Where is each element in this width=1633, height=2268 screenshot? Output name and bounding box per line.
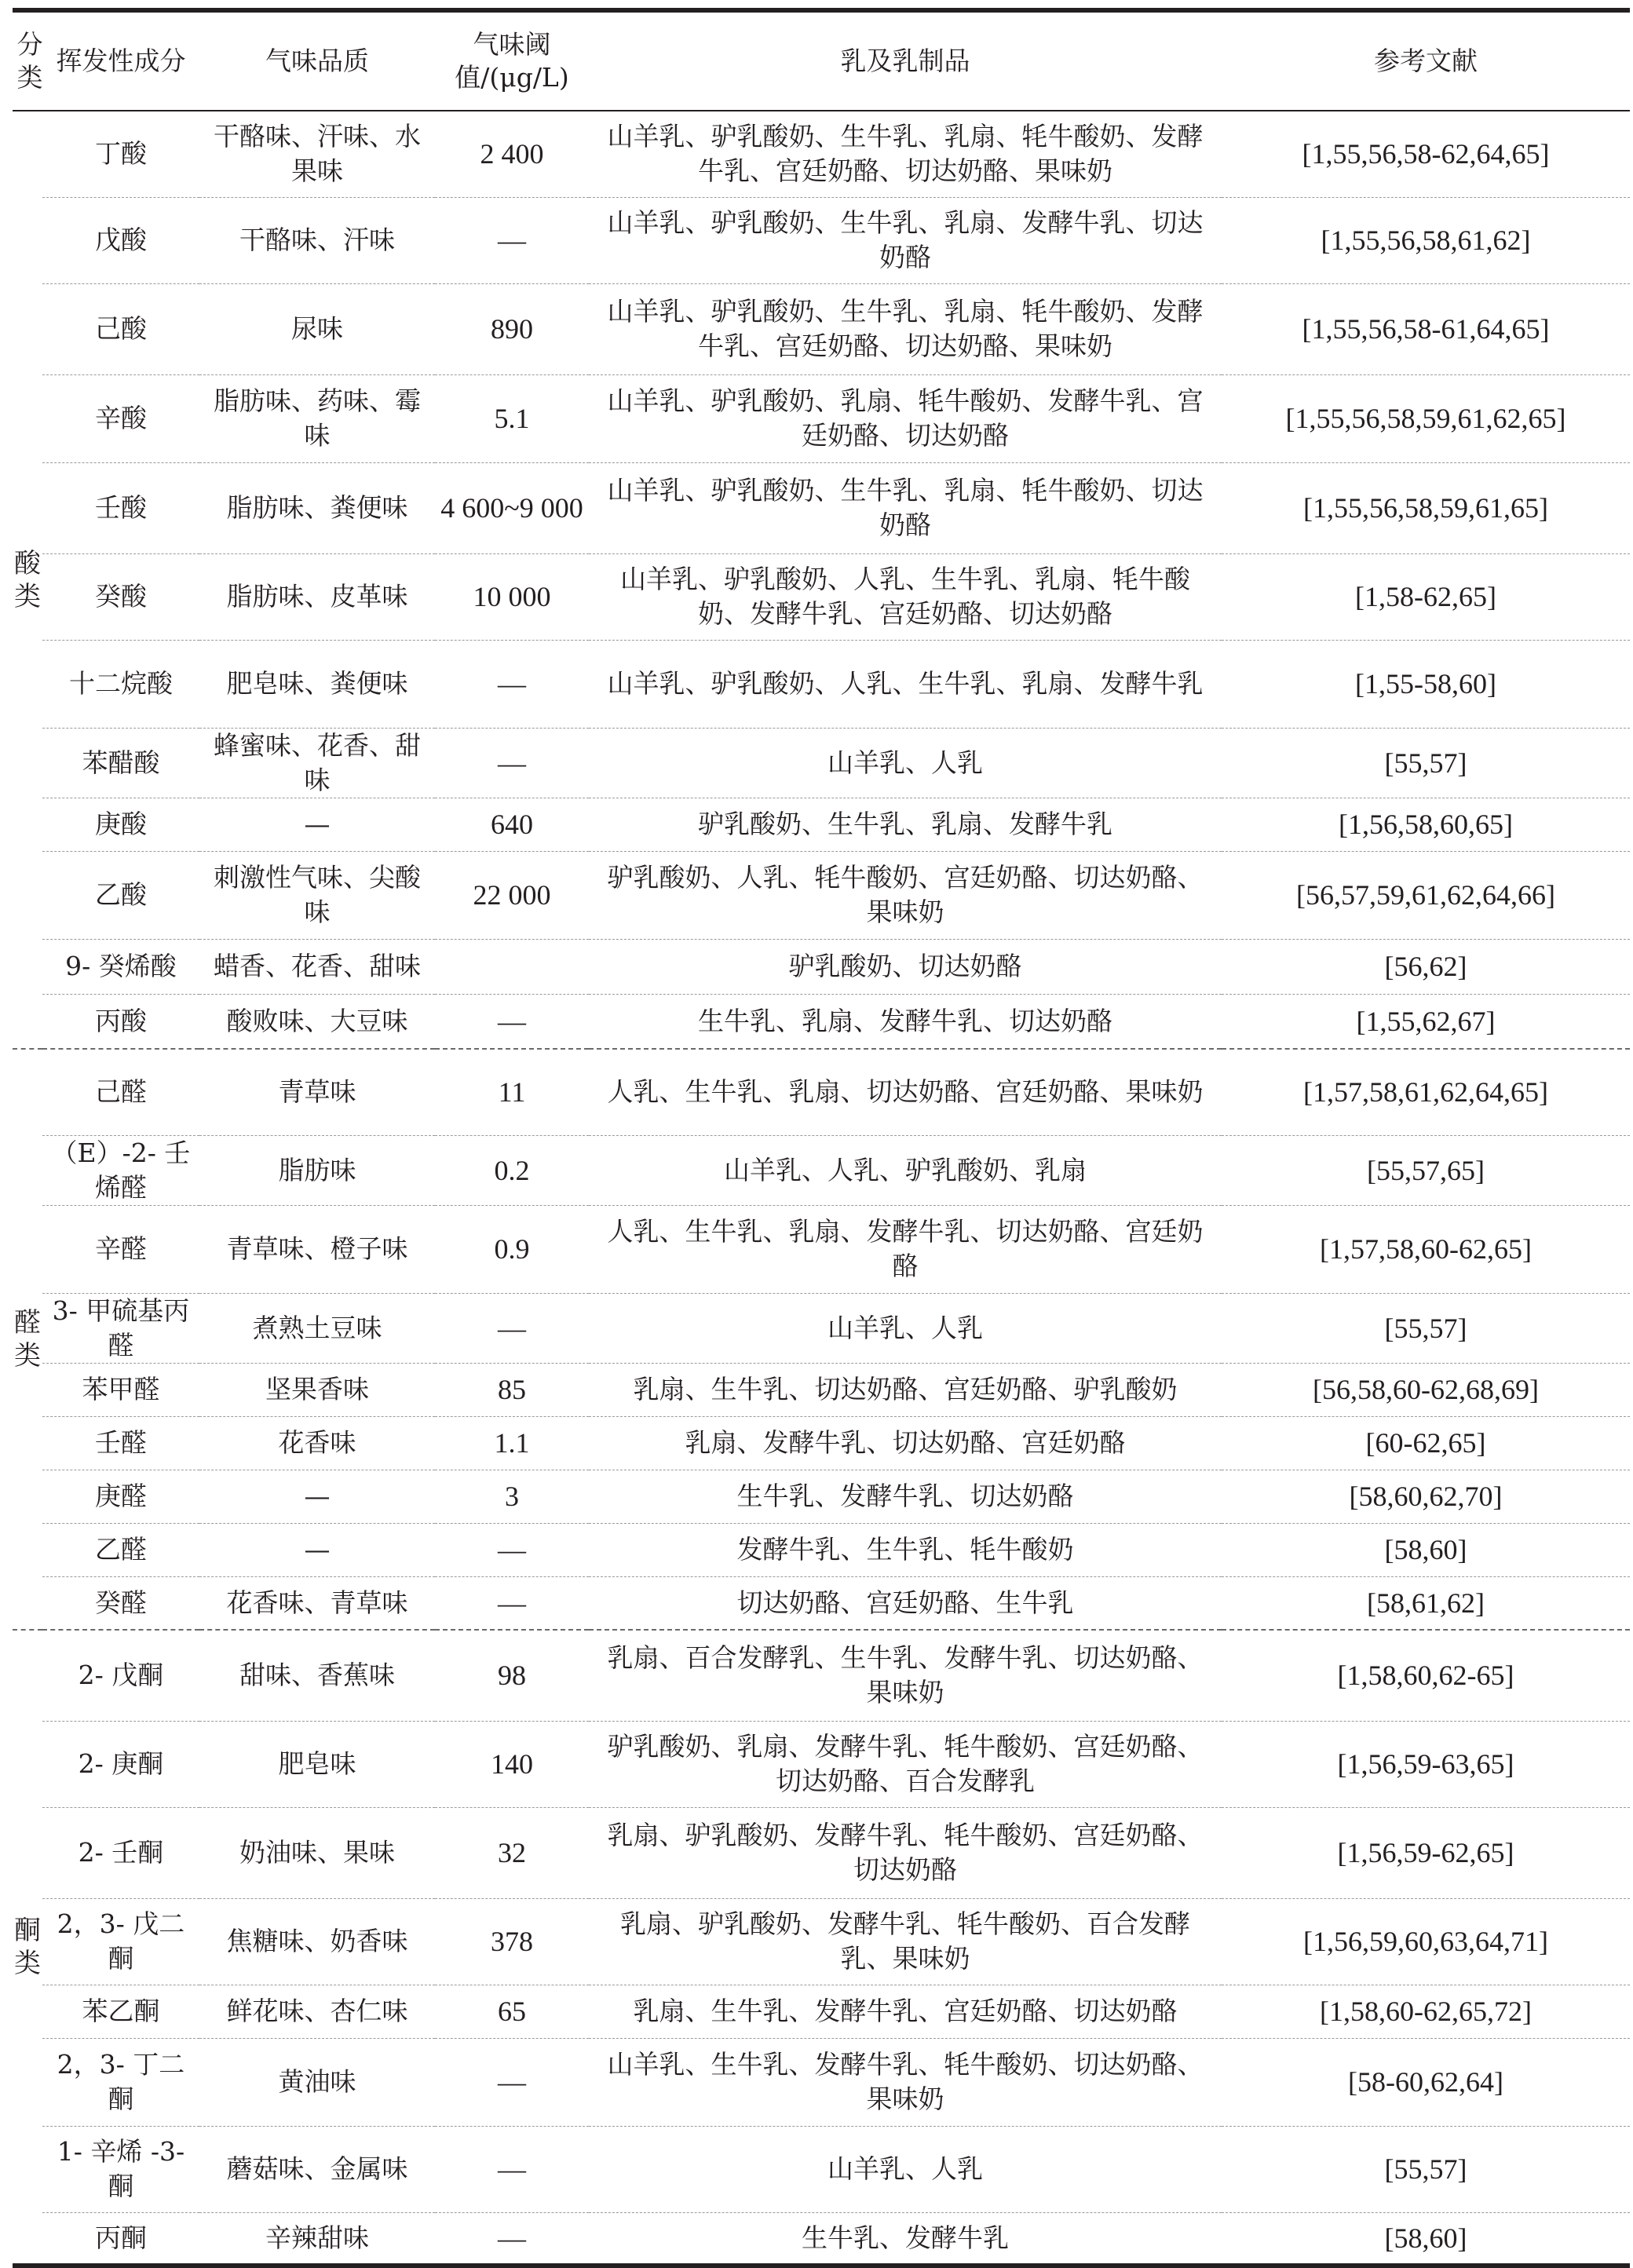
threshold-cell: — [498,1312,526,1344]
table-row [13,1630,1630,1721]
quality-cell: 尿味 [291,313,343,344]
compound-cell: 乙酸 [95,879,147,910]
category-cell [13,1630,42,2266]
quality-cell: — [304,1534,331,1565]
refs-cell: [1,55-58,60] [1355,668,1496,699]
products-cell: 山羊乳、驴乳酸奶、生牛乳、乳扇、牦牛酸奶、发酵牛乳、宫廷奶酪、切达奶酪、果味奶 [607,121,1204,187]
compound-cell: 己醛 [95,1076,147,1108]
threshold-cell: 11 [498,1076,526,1108]
products-cell: 生牛乳、乳扇、发酵牛乳、切达奶酪 [698,1005,1112,1036]
threshold-cell: 32 [498,1837,526,1868]
quality-cell: 脂肪味 [278,1154,356,1185]
table-row [13,1135,1630,1205]
products-cell: 山羊乳、人乳 [827,1312,983,1343]
refs-cell: [58-60,62,64] [1348,2066,1503,2098]
compound-cell: 己酸 [95,313,147,344]
quality-cell: 辛辣甜味 [265,2222,369,2253]
threshold-cell: 0.2 [494,1154,530,1186]
threshold-cell: 10 000 [473,581,551,612]
table-row [13,462,1630,553]
compound-cell: 2- 庚酮 [78,1748,164,1779]
refs-cell: [1,55,56,58-61,64,65] [1302,313,1550,345]
category-cell [13,111,42,1049]
compound-cell: 壬酸 [95,492,147,523]
table-row [13,1576,1630,1630]
refs-cell: [55,57] [1384,1312,1467,1344]
products-cell: 山羊乳、驴乳酸奶、乳扇、牦牛酸奶、发酵牛乳、宫廷奶酪、切达奶酪 [607,385,1204,451]
compound-cell: 庚醛 [95,1481,147,1511]
table-row [13,1205,1630,1293]
table-row [13,2212,1630,2266]
compound-cell: 丙酮 [95,2222,147,2253]
table-row [13,939,1630,994]
compound-cell: 辛酸 [95,403,147,433]
threshold-cell: 640 [491,809,533,840]
category-label: 酮类 [14,1915,41,1979]
threshold-cell: 3 [505,1481,519,1512]
quality-cell: 蘑菇味、金属味 [226,2153,408,2184]
quality-cell: 蜡香、花香、甜味 [214,951,421,981]
products-cell: 乳扇、生牛乳、切达奶酪、宫廷奶酪、驴乳酸奶 [633,1374,1178,1404]
threshold-cell: 378 [491,1926,533,1957]
threshold-cell: — [498,225,526,256]
quality-cell: 花香味 [278,1427,356,1458]
compound-cell: 壬醛 [95,1427,147,1458]
products-cell: 驴乳酸奶、人乳、牦牛酸奶、宫廷奶酪、切达奶酪、果味奶 [607,862,1204,927]
quality-cell: — [304,809,331,839]
products-cell: 生牛乳、发酵牛乳、切达奶酪 [736,1481,1074,1511]
quality-cell: 青草味 [278,1076,356,1108]
threshold-cell: 140 [491,1748,533,1780]
refs-cell: [1,55,56,58,59,61,62,65] [1285,403,1566,434]
products-cell: 乳扇、发酵牛乳、切达奶酪、宫廷奶酪 [685,1427,1126,1458]
threshold-cell: 890 [491,313,533,345]
table-row [13,851,1630,939]
refs-cell: [56,58,60-62,68,69] [1313,1374,1539,1405]
compound-cell: 9- 癸烯酸 [65,951,177,981]
refs-cell: [1,58,60,62-65] [1337,1660,1514,1692]
threshold-cell: — [498,2066,526,2098]
products-cell: 驴乳酸奶、乳扇、发酵牛乳、牦牛酸奶、宫廷奶酪、切达奶酪、百合发酵乳 [607,1731,1204,1796]
products-cell: 乳扇、生牛乳、发酵牛乳、宫廷奶酪、切达奶酪 [633,1996,1178,2026]
table-row [13,1049,1630,1135]
compound-cell: 辛醛 [95,1233,147,1264]
threshold-cell: — [498,747,526,779]
products-cell: 山羊乳、驴乳酸奶、生牛乳、乳扇、牦牛酸奶、切达奶酪 [607,475,1204,540]
header-row [13,10,1630,111]
products-cell: 乳扇、驴乳酸奶、发酵牛乳、牦牛酸奶、百合发酵乳、果味奶 [620,1908,1190,1974]
compound-cell: 癸醛 [95,1587,147,1618]
compound-cell: 3- 甲硫基丙醛 [52,1295,190,1360]
refs-cell: [58,60] [1384,1534,1467,1565]
products-cell: 山羊乳、驴乳酸奶、生牛乳、乳扇、发酵牛乳、切达奶酪 [607,207,1204,272]
refs-cell: [55,57,65] [1367,1154,1485,1186]
compound-cell: 苯甲醛 [82,1374,160,1404]
table-row [13,283,1630,374]
products-cell: 人乳、生牛乳、乳扇、切达奶酪、宫廷奶酪、果味奶 [607,1076,1204,1108]
products-cell: 乳扇、百合发酵乳、生牛乳、发酵牛乳、切达奶酪、果味奶 [607,1642,1204,1708]
threshold-cell: 22 000 [473,879,551,911]
products-cell: 乳扇、驴乳酸奶、发酵牛乳、牦牛酸奶、宫廷奶酪、切达奶酪 [607,1820,1204,1885]
quality-cell: — [304,1481,331,1511]
volatile-compounds-table [13,8,1630,2268]
refs-cell: [55,57] [1384,2153,1467,2185]
threshold-cell: 65 [498,1996,526,2027]
table-row [13,1416,1630,1470]
table-row [13,994,1630,1049]
quality-cell: 肥皂味 [278,1748,356,1779]
threshold-cell: 5.1 [494,403,530,434]
products-cell: 山羊乳、驴乳酸奶、生牛乳、乳扇、牦牛酸奶、发酵牛乳、宫廷奶酪、切达奶酪、果味奶 [607,296,1204,361]
threshold-cell: 98 [498,1660,526,1692]
products-cell: 发酵牛乳、生牛乳、牦牛酸奶 [736,1534,1074,1565]
compound-cell: 乙醛 [95,1534,147,1565]
quality-cell: 脂肪味、药味、霉味 [214,385,421,451]
quality-cell: 蜂蜜味、花香、甜味 [214,729,421,795]
header-refs: 参考文献 [1374,46,1478,76]
quality-cell: 脂肪味、粪便味 [226,492,408,523]
products-cell: 山羊乳、驴乳酸奶、人乳、生牛乳、乳扇、发酵牛乳 [607,668,1204,699]
refs-cell: [1,56,58,60,65] [1339,809,1513,840]
header-compound: 挥发性成分 [56,46,186,76]
threshold-cell [435,939,589,994]
refs-cell: [1,56,59,60,63,64,71] [1303,1926,1548,1957]
refs-cell: [1,58-62,65] [1355,581,1496,612]
quality-cell: 煮熟土豆味 [252,1312,382,1343]
quality-cell: 花香味、青草味 [226,1587,408,1618]
refs-cell: [60-62,65] [1365,1427,1486,1459]
header-quality: 气味品质 [265,46,369,76]
quality-cell: 肥皂味、粪便味 [226,668,408,699]
quality-cell: 黄油味 [278,2066,356,2097]
refs-cell: [58,60,62,70] [1349,1481,1503,1512]
threshold-cell: — [498,2222,526,2254]
threshold-cell: — [498,1005,526,1037]
table-row [13,197,1630,283]
compound-cell: 2，3- 丁二酮 [57,2049,185,2114]
header-threshold: 气味阈值/(μg/L) [455,29,569,93]
threshold-cell: — [498,1534,526,1565]
compound-cell: 1- 辛烯 -3- 酮 [57,2136,185,2201]
refs-cell: [56,57,59,61,62,64,66] [1296,879,1555,911]
table-row [13,728,1630,798]
compound-cell: 戊酸 [95,225,147,255]
quality-cell: 青草味、橙子味 [226,1233,408,1264]
products-cell: 生牛乳、发酵牛乳 [802,2222,1009,2253]
threshold-cell: 4 600~9 000 [440,492,583,524]
compound-cell: 苯醋酸 [82,747,160,778]
table-row [13,2126,1630,2212]
table-row [13,640,1630,728]
table-row [13,553,1630,640]
compound-cell: 庚酸 [95,809,147,839]
compound-cell: 癸酸 [95,581,147,612]
quality-cell: 甜味、香蕉味 [239,1660,395,1691]
refs-cell: [1,57,58,60-62,65] [1320,1233,1532,1265]
table-row [13,1293,1630,1363]
table-row [13,1721,1630,1807]
refs-cell: [55,57] [1384,747,1467,779]
table-row [13,798,1630,851]
header-products: 乳及乳制品 [840,46,970,76]
refs-cell: [1,55,56,58-62,64,65] [1302,138,1550,170]
table-row [13,1470,1630,1523]
refs-cell: [1,58,60-62,65,72] [1320,1996,1532,2027]
threshold-cell: — [498,2153,526,2185]
table-row [13,374,1630,462]
quality-cell: 刺激性气味、尖酸味 [214,862,421,927]
products-cell: 山羊乳、驴乳酸奶、人乳、生牛乳、乳扇、牦牛酸奶、发酵牛乳、宫廷奶酪、切达奶酪 [620,564,1190,629]
table-row [13,1363,1630,1416]
products-cell: 驴乳酸奶、生牛乳、乳扇、发酵牛乳 [698,809,1112,839]
table-row [13,1898,1630,1985]
refs-cell: [1,55,56,58,59,61,65] [1303,492,1548,524]
compound-cell: 丁酸 [95,138,147,170]
category-label: 醛类 [14,1307,41,1371]
header-category: 分类 [16,29,43,93]
refs-cell: [1,56,59-63,65] [1337,1748,1514,1780]
compound-cell: （E）-2- 壬烯醛 [51,1137,191,1203]
compound-cell: 2- 戊酮 [78,1660,164,1691]
compound-cell: 十二烷酸 [69,668,173,699]
refs-cell: [1,55,56,58,61,62] [1321,225,1531,256]
compound-cell: 丙酸 [95,1005,147,1036]
quality-cell: 奶油味、果味 [239,1837,395,1868]
table-row [13,2038,1630,2126]
quality-cell: 酸败味、大豆味 [226,1005,408,1036]
refs-cell: [58,61,62] [1367,1587,1485,1619]
quality-cell: 焦糖味、奶香味 [226,1926,408,1956]
quality-cell: 干酪味、汗味 [239,225,395,255]
quality-cell: 干酪味、汗味、水果味 [214,121,421,187]
refs-cell: [1,56,59-62,65] [1337,1837,1514,1868]
quality-cell: 鲜花味、杏仁味 [226,1996,408,2026]
refs-cell: [56,62] [1384,951,1467,982]
threshold-cell: — [498,668,526,699]
category-cell [13,1049,42,1630]
products-cell: 山羊乳、人乳 [827,2153,983,2184]
table-row [13,111,1630,197]
threshold-cell: 0.9 [494,1233,530,1265]
products-cell: 切达奶酪、宫廷奶酪、生牛乳 [736,1587,1074,1618]
refs-cell: [1,57,58,61,62,64,65] [1303,1076,1548,1108]
quality-cell: 坚果香味 [265,1374,369,1404]
products-cell: 山羊乳、人乳 [827,747,983,778]
table-row [13,1523,1630,1576]
compound-cell: 苯乙酮 [82,1996,160,2026]
threshold-cell: 2 400 [480,138,544,170]
threshold-cell: 85 [498,1374,526,1405]
products-cell: 人乳、生牛乳、乳扇、发酵牛乳、切达奶酪、宫廷奶酪 [607,1216,1204,1281]
quality-cell: 脂肪味、皮革味 [226,581,408,612]
compound-cell: 2，3- 戊二酮 [57,1908,185,1974]
table-row [13,1985,1630,2038]
products-cell: 驴乳酸奶、切达奶酪 [788,951,1022,981]
products-cell: 山羊乳、生牛乳、发酵牛乳、牦牛酸奶、切达奶酪、果味奶 [607,2049,1204,2114]
category-label: 酸类 [14,547,41,612]
products-cell: 山羊乳、人乳、驴乳酸奶、乳扇 [724,1154,1087,1185]
refs-cell: [1,55,62,67] [1356,1005,1496,1037]
refs-cell: [58,60] [1384,2222,1467,2254]
compound-cell: 2- 壬酮 [78,1837,164,1868]
threshold-cell: — [498,1587,526,1619]
threshold-cell: 1.1 [494,1427,530,1459]
table-row [13,1807,1630,1898]
